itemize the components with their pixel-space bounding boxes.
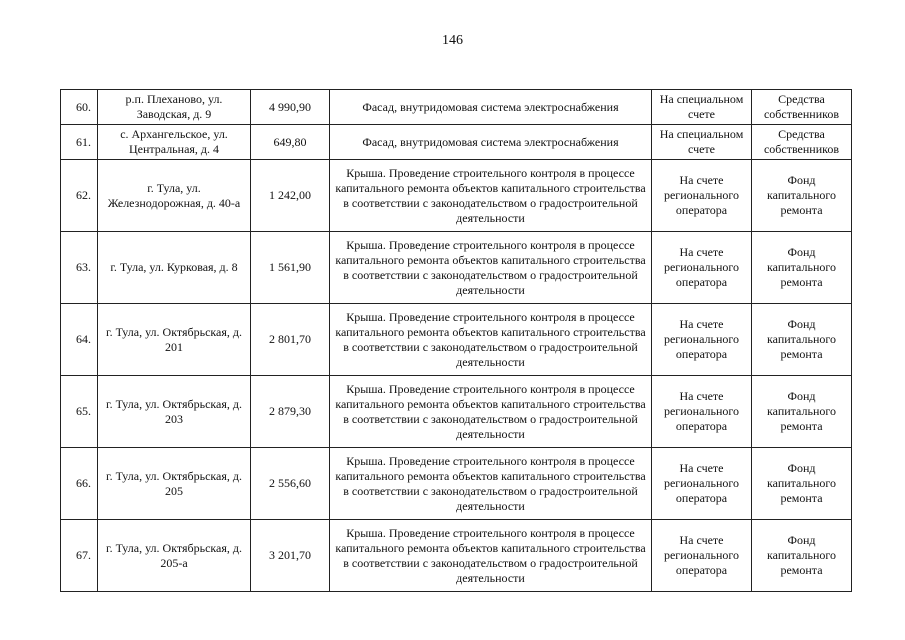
- table-row: [61, 90, 852, 125]
- row-area: 2 801,70: [251, 304, 330, 376]
- row-number: 67.: [61, 520, 98, 592]
- row-account-type: На счете регионального оператора: [652, 160, 752, 232]
- table-row: [61, 232, 852, 304]
- table-row: [61, 520, 852, 592]
- table-row: [61, 160, 852, 232]
- row-funding-source: Фонд капитального ремонта: [752, 520, 852, 592]
- row-funding-source: Фонд капитального ремонта: [752, 304, 852, 376]
- row-address: г. Тула, ул. Железнодорожная, д. 40-а: [98, 160, 251, 232]
- row-account-type: На специальном счете: [652, 125, 752, 160]
- row-work-type: Крыша. Проведение строительного контроля в процессе капитального ремонта объектов капитального строительства в соответствии с законодательством о градостроительной деятельности: [330, 232, 652, 304]
- row-work-type: Крыша. Проведение строительного контроля в процессе капитального ремонта объектов капитального строительства в соответствии с законодательством о градостроительной деятельности: [330, 520, 652, 592]
- table-row: [61, 448, 852, 520]
- row-funding-source: Фонд капитального ремонта: [752, 160, 852, 232]
- row-address: г. Тула, ул. Октябрьская, д. 203: [98, 376, 251, 448]
- row-work-type: Фасад, внутридомовая система электроснабжения: [330, 125, 652, 160]
- row-area: 1 242,00: [251, 160, 330, 232]
- row-address: г. Тула, ул. Октябрьская, д. 205-а: [98, 520, 251, 592]
- row-number: 60.: [61, 90, 98, 125]
- row-number: 65.: [61, 376, 98, 448]
- row-number: 63.: [61, 232, 98, 304]
- row-funding-source: Фонд капитального ремонта: [752, 376, 852, 448]
- row-address: с. Архангельское, ул. Центральная, д. 4: [98, 125, 251, 160]
- row-number: 66.: [61, 448, 98, 520]
- row-funding-source: Средства собственников: [752, 125, 852, 160]
- row-address: г. Тула, ул. Курковая, д. 8: [98, 232, 251, 304]
- repair-registry-table: [60, 89, 852, 592]
- row-work-type: Крыша. Проведение строительного контроля в процессе капитального ремонта объектов капитального строительства в соответствии с законодательством о градостроительной деятельности: [330, 376, 652, 448]
- row-area: 1 561,90: [251, 232, 330, 304]
- row-account-type: На счете регионального оператора: [652, 520, 752, 592]
- row-funding-source: Средства собственников: [752, 90, 852, 125]
- row-address: р.п. Плеханово, ул. Заводская, д. 9: [98, 90, 251, 125]
- table-row: [61, 304, 852, 376]
- row-number: 62.: [61, 160, 98, 232]
- row-number: 64.: [61, 304, 98, 376]
- row-area: 2 556,60: [251, 448, 330, 520]
- row-account-type: На специальном счете: [652, 90, 752, 125]
- row-account-type: На счете регионального оператора: [652, 304, 752, 376]
- row-work-type: Крыша. Проведение строительного контроля в процессе капитального ремонта объектов капитального строительства в соответствии с законодательством о градостроительной деятельности: [330, 160, 652, 232]
- table-row: [61, 376, 852, 448]
- row-address: г. Тула, ул. Октябрьская, д. 205: [98, 448, 251, 520]
- row-area: 2 879,30: [251, 376, 330, 448]
- row-funding-source: Фонд капитального ремонта: [752, 232, 852, 304]
- row-area: 4 990,90: [251, 90, 330, 125]
- row-area: 649,80: [251, 125, 330, 160]
- row-account-type: На счете регионального оператора: [652, 448, 752, 520]
- page-number: 146: [442, 33, 463, 48]
- row-account-type: На счете регионального оператора: [652, 232, 752, 304]
- row-work-type: Фасад, внутридомовая система электроснабжения: [330, 90, 652, 125]
- row-address: г. Тула, ул. Октябрьская, д. 201: [98, 304, 251, 376]
- row-account-type: На счете регионального оператора: [652, 376, 752, 448]
- row-funding-source: Фонд капитального ремонта: [752, 448, 852, 520]
- row-work-type: Крыша. Проведение строительного контроля в процессе капитального ремонта объектов капитального строительства в соответствии с законодательством о градостроительной деятельности: [330, 448, 652, 520]
- row-work-type: Крыша. Проведение строительного контроля в процессе капитального ремонта объектов капитального строительства в соответствии с законодательством о градостроительной деятельности: [330, 304, 652, 376]
- row-area: 3 201,70: [251, 520, 330, 592]
- table-row: [61, 125, 852, 160]
- row-number: 61.: [61, 125, 98, 160]
